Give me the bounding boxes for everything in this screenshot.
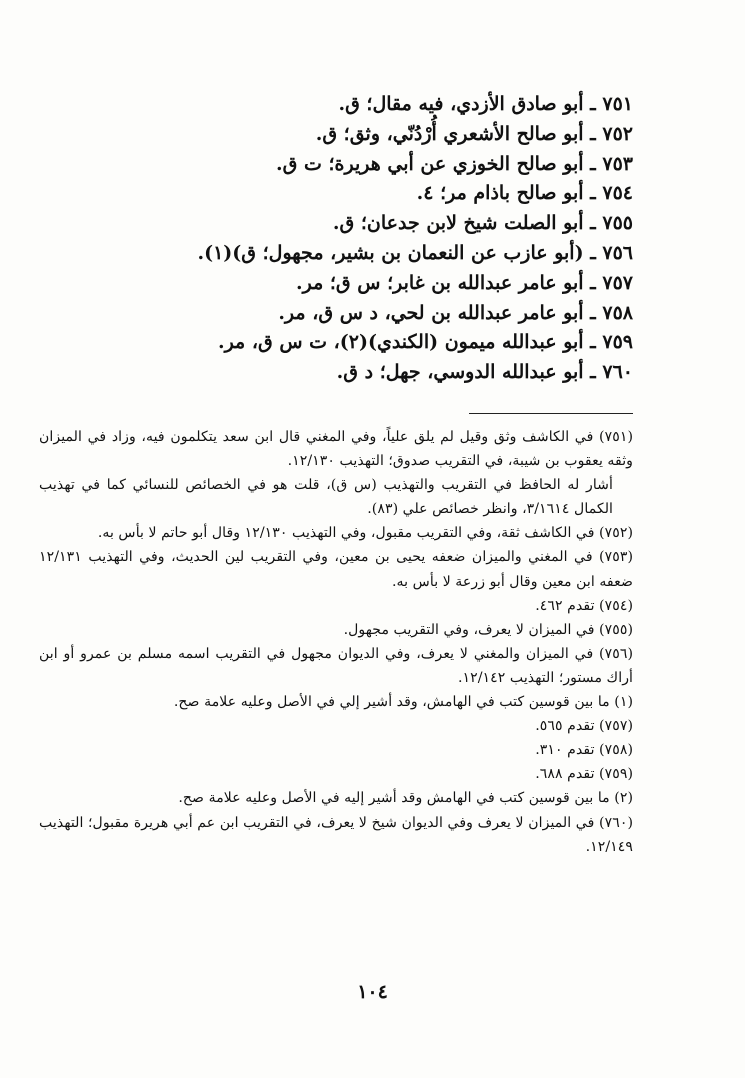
entry-line: ٧٥٦ ـ (أبو عازب عن النعمان بن بشير، مجهول؛ ق)(١). <box>197 241 633 264</box>
footnote <box>39 594 633 618</box>
footnote-text: (٧٥٥) في الميزان لا يعرف، وفي التقريب مجهول. <box>343 621 633 638</box>
footnote <box>39 425 633 521</box>
entry-line: ٧٦٠ ـ أبو عبدالله الدوسي، جهل؛ د ق. <box>336 361 633 384</box>
footnote-continuation: أشار له الحافظ في التقريب والتهذيب (س ق)، قلت هو في الخصائص للنسائي كما في تهذيب الكمال ٣/١٦١٤، وانظر خصائص علي (٨٣). <box>39 477 613 518</box>
footnote-text: (٧٥٢) في الكاشف ثقة، وفي التقريب مقبول، وفي التهذيب ١٢/١٣٠ وقال أبو حاتم لا بأس به. <box>97 525 633 542</box>
footnote <box>39 618 633 642</box>
footnote-list <box>39 425 633 859</box>
footnote <box>39 738 633 762</box>
footnote <box>39 714 633 738</box>
footnote-text: (٧٥٦) في الميزان والمغني لا يعرف، وفي الديوان مجهول في التقريب اسمه مسلم بن عمرو أو ابن أراك مستور؛ التهذيب ١٢/١٤٢. <box>39 645 633 686</box>
footnote-text: (٧٦٠) في الميزان لا يعرف وفي الديوان شيخ لا يعرف، في التقريب ابن عم أبي هريرة مقبول؛ التهذيب ١٢/١٤٩. <box>39 814 633 855</box>
entry-line: ٧٥٢ ـ أبو صالح الأشعري أُرْدُنّي، وثق؛ ق. <box>315 122 633 145</box>
footnote-text: (٧٥٧) تقدم ٥٦٥. <box>535 718 633 735</box>
footnote <box>39 762 633 786</box>
page-number: ١٠٤ <box>357 981 388 1003</box>
footnote-text: (٧٥٣) في المغني والميزان ضعفه يحيى بن معين، وفي التقريب لين الحديث، وفي التهذيب ١٢/١٣١ ضعفه ابن معين وقال أبو زرعة لا بأس به. <box>39 549 633 590</box>
footnote-text: (٧٥٤) تقدم ٤٦٢. <box>535 597 633 614</box>
footnote-text: (١) ما بين قوسين كتب في الهامش، وقد أشير إلي في الأصل وعليه علامة صح. <box>173 694 633 711</box>
footnote <box>39 642 633 690</box>
footnote-text: (٧٥١) في الكاشف وثق وقيل لم يلق علياً، وفي المغني قال ابن سعد يتكلمون فيه، وزاد في الميزان وثقه يعقوب بن شيبة، في التقريب صدوق؛ التهذيب ١٢/١٣٠. <box>39 429 633 470</box>
entry-line: ٧٥٤ ـ أبو صالح باذام مر؛ ٤. <box>416 182 633 205</box>
footnote <box>39 521 633 545</box>
entry-line: ٧٥٩ ـ أبو عبدالله ميمون (الكندي)(٢)، ت س ق، مر. <box>217 331 633 354</box>
footnote-text: (٢) ما بين قوسين كتب في الهامش وقد أشير إليه في الأصل وعليه علامة صح. <box>178 790 633 807</box>
footnote <box>39 545 633 593</box>
footnote <box>39 811 633 859</box>
entry-line: ٧٥٥ ـ أبو الصلت شيخ لابن جدعان؛ ق. <box>332 212 633 235</box>
entry-list <box>73 90 633 388</box>
entry-line: ٧٥١ ـ أبو صادق الأزدي، فيه مقال؛ ق. <box>338 93 633 115</box>
footnote <box>39 786 633 810</box>
footnote-text: (٧٥٨) تقدم ٣١٠. <box>535 742 633 759</box>
entry-line: ٧٥٧ ـ أبو عامر عبدالله بن غابر؛ س ق؛ مر. <box>295 271 633 294</box>
footnote <box>39 690 633 714</box>
footnote-text: (٧٥٩) تقدم ٦٨٨. <box>535 766 633 783</box>
entry-line: ٧٥٨ ـ أبو عامر عبدالله بن لحي، د س ق، مر. <box>278 301 633 324</box>
footnote-separator <box>469 413 633 414</box>
entry-line: ٧٥٣ ـ أبو صالح الخوزي عن أبي هريرة؛ ت ق. <box>276 152 633 175</box>
